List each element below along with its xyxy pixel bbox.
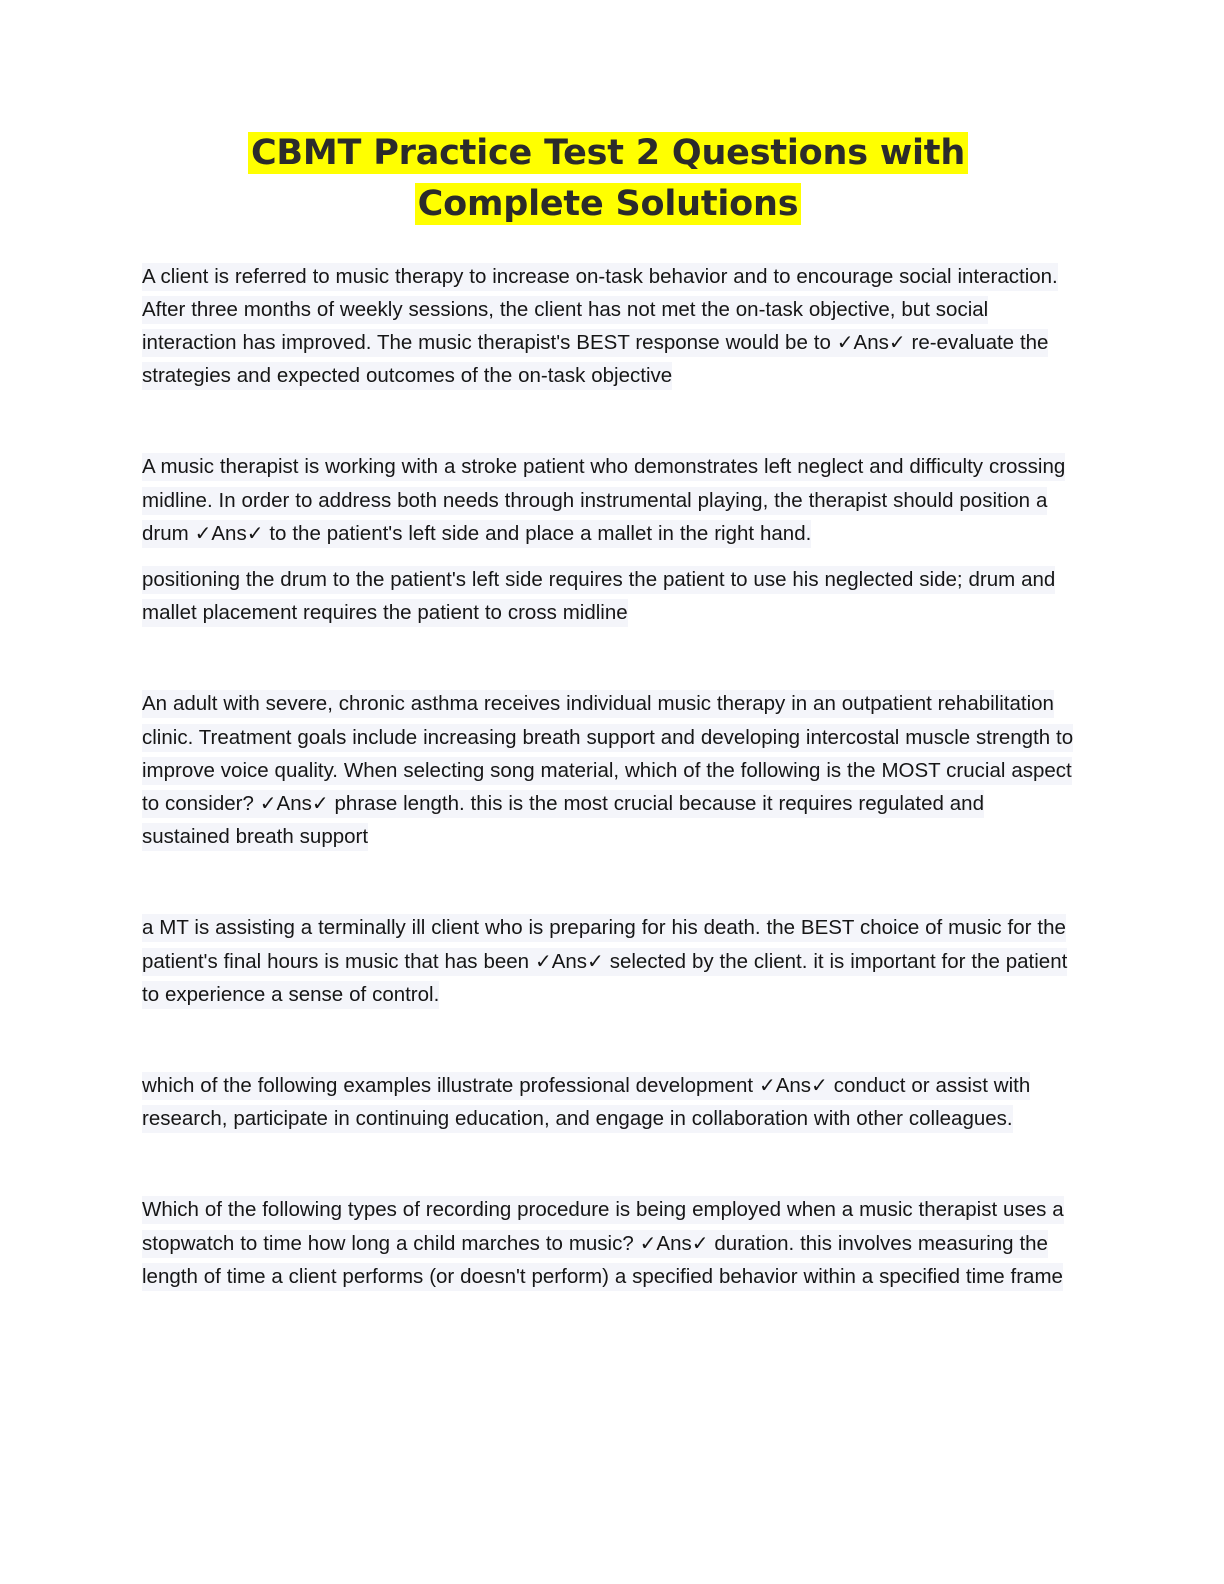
highlighted-text [142, 453, 1065, 547]
question-text: A client is referred to music therapy to increase on-task behavior and to encourage social interaction. After three months of weekly sessions, the client has not met the on-task objective, but social interaction has improved. The music therapist's BEST response would be to [142, 264, 1058, 354]
check-icon: ✓ [888, 329, 906, 354]
answer-text: selected by the client. it is important for the patient to experience a sense of control. [142, 949, 1068, 1006]
answer-marker [837, 331, 906, 354]
answer-text: conduct or assist with research, participate in continuing education, and engage in collaboration with other colleagues. [142, 1073, 1031, 1131]
answer-marker [640, 1232, 709, 1255]
check-icon: ✓ [836, 329, 854, 354]
answer-label: Ans [853, 330, 889, 354]
answer-text: duration. this involves measuring the length of time a client performs (or doesn't perform) a specified behavior within a specified time frame [142, 1231, 1063, 1288]
document-body [142, 128, 1074, 1293]
question-paragraph [142, 450, 1074, 550]
page-title-line-1: CBMT Practice Test 2 Questions with [248, 132, 968, 174]
question-paragraph [142, 1069, 1074, 1135]
question-block [142, 450, 1074, 629]
question-text: positioning the drum to the patient's left side requires the patient to use his neglected side; drum and mallet placement requires the patient to cross midline [142, 567, 1056, 625]
highlighted-text [142, 914, 1067, 1008]
question-paragraph [142, 563, 1074, 629]
question-paragraph [142, 1193, 1074, 1293]
question-text: a MT is assisting a terminally ill client who is preparing for his death. the BEST choice of music for the patient's final hours is music that has been [142, 916, 1066, 973]
answer-label: Ans [211, 521, 247, 545]
page-title-line-2: Complete Solutions [415, 183, 802, 225]
question-paragraph [142, 687, 1074, 853]
highlighted-text [142, 263, 1058, 391]
answer-text: to the patient's left side and place a mallet in the right hand. [263, 521, 812, 545]
answer-label: Ans [276, 791, 312, 815]
check-icon: ✓ [758, 1072, 776, 1097]
question-paragraph [142, 911, 1074, 1011]
check-icon: ✓ [811, 1072, 828, 1097]
answer-marker [535, 950, 604, 973]
answer-text: phrase length. this is the most crucial because it requires regulated and sustained breath support [142, 791, 984, 849]
highlighted-text [142, 566, 1055, 627]
answer-label: Ans [775, 1073, 812, 1097]
answer-text: re-evaluate the strategies and expected outcomes of the on-task objective [142, 330, 1049, 388]
question-text: Which of the following types of recording procedure is being employed when a music therapist uses a stopwatch to time how long a child marches to music? [142, 1198, 1064, 1255]
question-blocks [142, 260, 1074, 1293]
answer-label: Ans [656, 1231, 692, 1255]
check-icon: ✓ [259, 790, 277, 815]
answer-marker [260, 792, 329, 815]
check-icon: ✓ [246, 520, 264, 545]
question-text: which of the following examples illustrate professional development [142, 1073, 759, 1097]
answer-label: Ans [551, 949, 588, 973]
question-text: An adult with severe, chronic asthma receives individual music therapy in an outpatient rehabilitation clinic. Treatment goals include increasing breath support and developing intercostal muscle strength to improve voice quality. When selecting song material, which of the following is the MOST crucial aspect to consider? [142, 692, 1074, 815]
question-block [142, 1193, 1074, 1293]
page-title [142, 128, 1074, 230]
answer-marker [759, 1074, 828, 1097]
highlighted-text [142, 1072, 1030, 1133]
highlighted-text [142, 1196, 1064, 1290]
question-block [142, 260, 1074, 393]
check-icon: ✓ [194, 520, 212, 545]
answer-marker [195, 522, 264, 545]
highlighted-text [142, 690, 1073, 851]
question-block [142, 687, 1074, 853]
question-block [142, 1069, 1074, 1135]
question-paragraph [142, 260, 1074, 393]
question-block [142, 911, 1074, 1011]
check-icon: ✓ [639, 1230, 657, 1255]
check-icon: ✓ [691, 1230, 709, 1255]
check-icon: ✓ [311, 790, 329, 815]
check-icon: ✓ [587, 948, 604, 973]
check-icon: ✓ [534, 948, 552, 973]
question-text: A music therapist is working with a stroke patient who demonstrates left neglect and difficulty crossing midline. In order to address both needs through instrumental playing, the therapist should position a drum [142, 455, 1066, 545]
